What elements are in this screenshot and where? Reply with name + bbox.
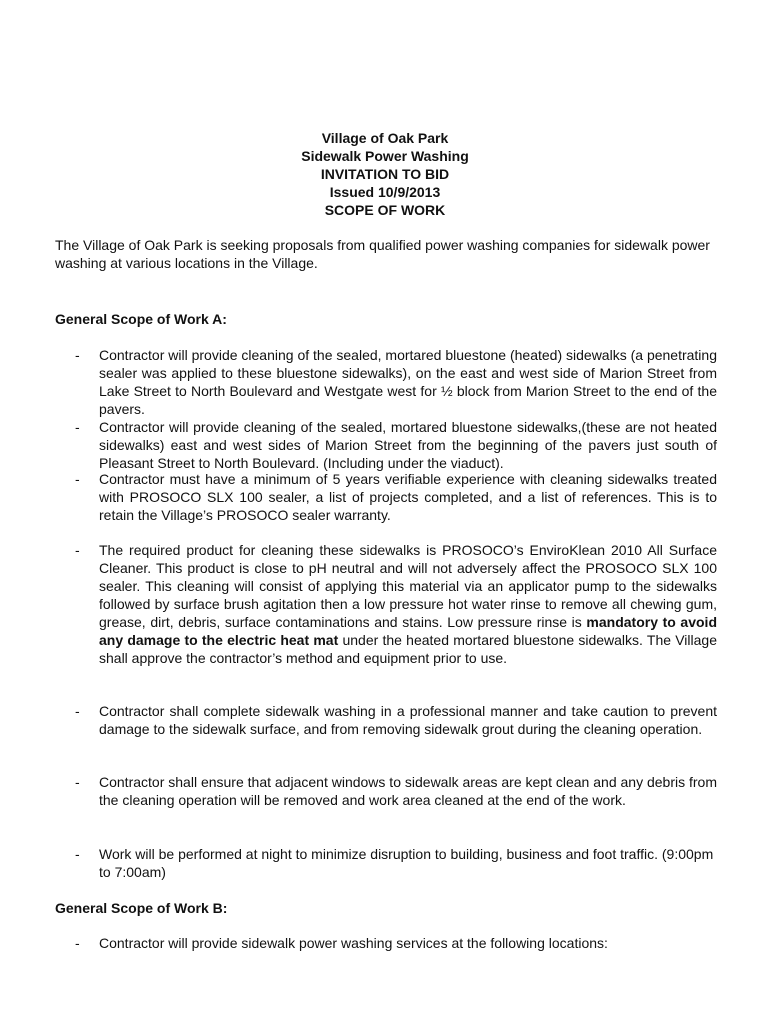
list-item [75,541,717,667]
list-item-text-part2: under the heated mortared bluestone sidewalks. The Village shall approve the contractor’s method and equipment prior to use. [99,632,717,666]
bullet-dash: - [75,471,80,487]
bullet-dash: - [75,846,80,862]
list-item-text: Work will be performed at night to minimize disruption to building, business and foot traffic. (9:00pm to 7:00am) [99,846,714,880]
title-issued-date: Issued 10/9/2013 [329,184,441,200]
list-item [75,346,717,418]
document-title-block [0,129,770,219]
bullet-dash: - [75,774,80,790]
list-item-text: Contractor shall complete sidewalk washing in a professional manner and take caution to prevent damage to the sidewalk surface, and from removing sidewalk grout during the cleaning operation. [99,703,717,737]
bullet-dash: - [75,935,80,951]
list-item-text-emphasis: mandatory to avoid any damage to the electric heat mat [99,614,718,648]
list-item [75,934,717,952]
bullet-dash: - [75,347,80,363]
title-village: Village of Oak Park [321,130,449,146]
bullet-dash: - [75,419,80,435]
bullet-dash: - [75,542,80,558]
list-item [75,702,717,738]
list-item [75,773,717,809]
list-item-text: Contractor will provide sidewalk power washing services at the following locations: [99,935,608,951]
list-item-text-part1: The required product for cleaning these sidewalks is PROSOCO’s EnviroKlean 2010 All Surface Cleaner. This product is close to pH neutral and will not adversely affect the PROSOCO SLX 100 sealer. This cleaning will consist of applying this material via an applicator pump to the sidewalks followed by surface brush agitation then a low pressure hot water rinse to remove all chewing gum, grease, dirt, debris, surface contaminations and stains. Low pressure rinse is [99,542,717,630]
list-item-text [99,541,717,667]
list-item-text: Contractor shall ensure that adjacent windows to sidewalk areas are kept clean and any debris from the cleaning operation will be removed and work area cleaned at the end of the work. [99,774,717,808]
list-item [75,418,717,472]
list-item-text: Contractor must have a minimum of 5 years verifiable experience with cleaning sidewalks treated with PROSOCO SLX 100 sealer, a list of projects completed, and a list of references. This is to retain the Village’s PROSOCO sealer warranty. [99,471,717,523]
bullet-dash: - [75,703,80,719]
title-scope: SCOPE OF WORK [324,202,446,218]
intro-paragraph: The Village of Oak Park is seeking proposals from qualified power washing companies for sidewalk power washing at various locations in the Village. [55,237,710,271]
list-item [75,845,717,881]
title-project: Sidewalk Power Washing [301,148,469,164]
title-invitation: INVITATION TO BID [320,166,450,182]
list-item-text: Contractor will provide cleaning of the sealed, mortared bluestone sidewalks,(these are not heated sidewalks) east and west sides of Marion Street from the beginning of the pavers just south of Pleasant Street to North Boulevard. (Including under the viaduct). [99,419,717,471]
section-a-heading: General Scope of Work A: [55,311,227,327]
list-item [75,470,717,524]
section-b-heading: General Scope of Work B: [55,900,228,916]
list-item-text: Contractor will provide cleaning of the sealed, mortared bluestone (heated) sidewalks (a penetrating sealer was applied to these bluestone sidewalks), on the east and west side of Marion Street from Lake Street to North Boulevard and Westgate west for ½ block from Marion Street to the end of the pavers. [99,347,717,417]
